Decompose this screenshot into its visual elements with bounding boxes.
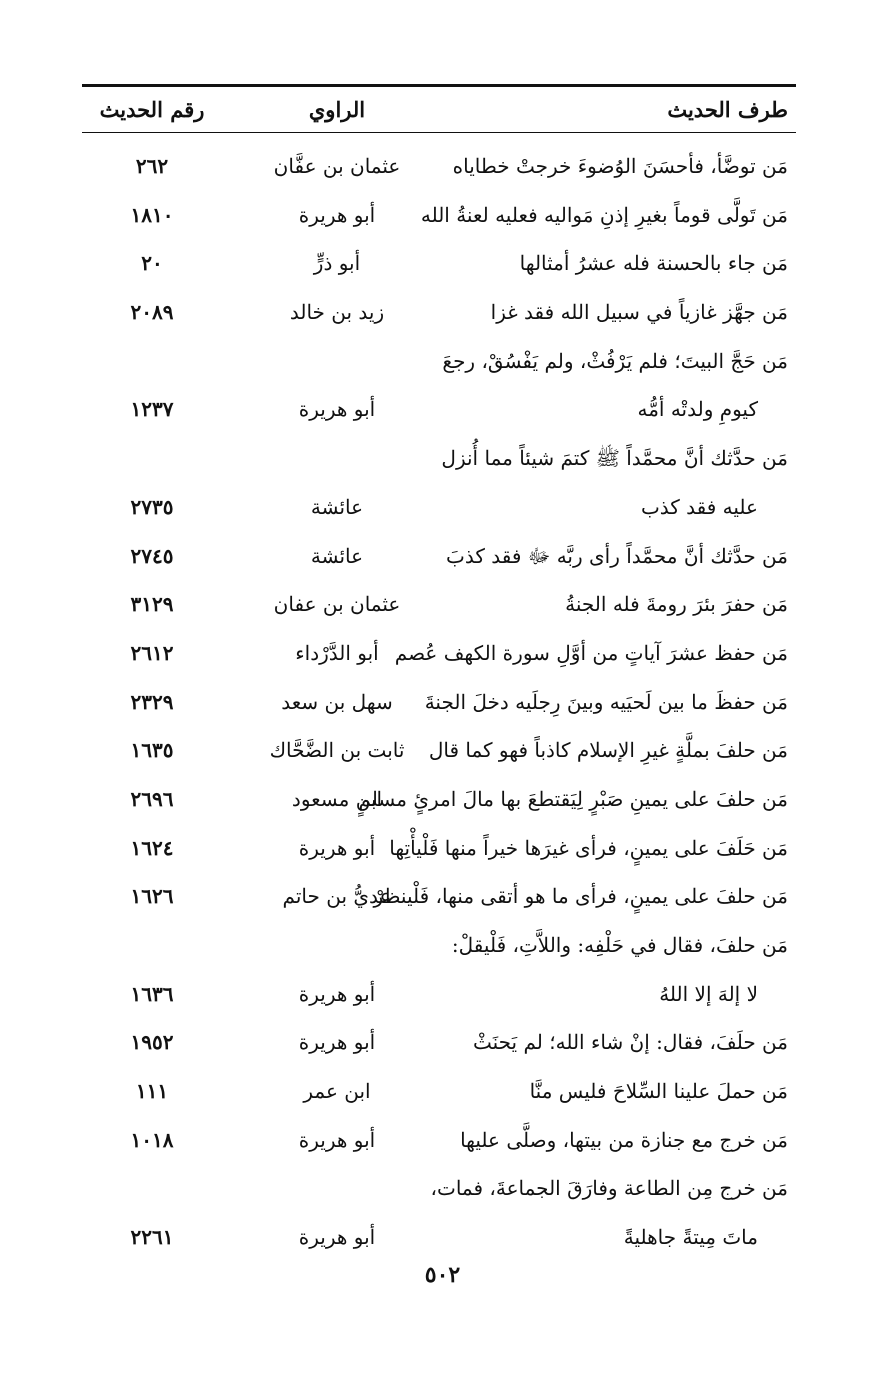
narrator: أبو ذرٍّ xyxy=(313,251,361,276)
narrator: عديُّ بن حاتم xyxy=(282,884,392,909)
narrator: أبو هريرة xyxy=(298,1225,376,1250)
hadith-text xyxy=(388,239,788,288)
table-row xyxy=(82,1018,796,1067)
table-row xyxy=(82,337,796,434)
hadith-number: ١٦٣٦ xyxy=(130,981,174,1006)
hadith-text-line: مَن حلفَ على يمينِ صَبْرٍ لِيَقتطعَ بها مالَ امرئٍ مسلمٍ xyxy=(358,786,788,811)
narrator: عائشة xyxy=(310,494,364,519)
hadith-text-line: مَن حفظ عشرَ آياتٍ من أوَّلِ سورة الكهف عُصم xyxy=(394,640,788,665)
narrator: ثابت بن الضَّحَّاك xyxy=(269,738,405,763)
hadith-text-line: مَن تَولَّى قوماً بغيرِ إذنِ مَواليه فعليه لعنةُ الله xyxy=(420,202,788,227)
header-rule xyxy=(82,132,796,133)
hadith-number: ٢٦١٢ xyxy=(130,640,174,665)
table-row xyxy=(82,1164,796,1261)
hadith-text-line: مَن حلَفَ، فقال: إنْ شاء الله؛ لم يَحنَثْ xyxy=(472,1030,788,1055)
header-hadith: طرف الحديث xyxy=(667,97,788,122)
narrator: ابن عمر xyxy=(303,1079,371,1104)
header-number: رقم الحديث xyxy=(99,97,205,122)
hadith-number: ١٨١٠ xyxy=(130,202,174,227)
top-rule xyxy=(82,84,796,87)
table-row xyxy=(82,434,796,531)
hadith-text-line: مَن حدَّثك أنَّ محمَّداً رأى ربَّه ﷻ فقد كذبَ xyxy=(446,543,788,568)
hadith-number: ١٠١٨ xyxy=(130,1127,174,1152)
hadith-text-line: مَن حدَّثك أنَّ محمَّداً ﷺ كتمَ شيئاً مما أُنزل xyxy=(441,446,788,471)
hadith-text xyxy=(388,191,788,240)
hadith-text xyxy=(388,532,788,581)
hadith-text xyxy=(388,288,788,337)
table-row xyxy=(82,872,796,921)
narrator: أبو هريرة xyxy=(298,835,376,860)
header-narrator: الراوي xyxy=(308,97,366,122)
hadith-text-line: مَن حفظَ ما بين لَحيَيه وبينَ رِجلَيه دخلَ الجنةَ xyxy=(424,689,788,714)
hadith-text-line: مَن حلفَ بملَّةٍ غيرِ الإسلام كاذباً فهو كما قال xyxy=(428,738,788,763)
hadith-text xyxy=(388,580,788,629)
hadith-text xyxy=(373,872,788,921)
hadith-text-line: مَن خرج مع جنازة من بيتها، وصلَّى عليها xyxy=(460,1127,788,1152)
table-row xyxy=(82,726,796,775)
hadith-text xyxy=(388,434,788,531)
narrator: عثمان بن عفَّان xyxy=(273,153,401,178)
hadith-text-line: عليه فقد كذب xyxy=(640,494,758,519)
hadith-number: ١١١ xyxy=(135,1079,169,1104)
hadith-number: ١٦٢٤ xyxy=(130,835,174,860)
hadith-text-line: مَن حلفَ على يمينٍ، فرأى ما هو أتقى منها، فَلْينظرْ xyxy=(373,884,788,909)
hadith-text-line: لا إلهَ إلا اللهُ xyxy=(659,981,758,1006)
hadith-number: ٢٠ xyxy=(141,251,163,276)
hadith-text-line: مَن خرج مِن الطاعة وفارَقَ الجماعةَ، فمات، xyxy=(430,1176,788,1201)
table-header xyxy=(82,90,796,130)
narrator: أبو هريرة xyxy=(298,397,376,422)
hadith-text xyxy=(388,1067,788,1116)
table-row xyxy=(82,288,796,337)
hadith-text xyxy=(388,629,788,678)
hadith-number: ١٩٥٢ xyxy=(130,1030,174,1055)
hadith-text-line: مَن حفرَ بئرَ رومةَ فله الجنةُ xyxy=(565,592,788,617)
hadith-number: ٢٦٢ xyxy=(135,153,169,178)
table-row xyxy=(82,239,796,288)
table-row xyxy=(82,824,796,873)
hadith-text xyxy=(388,1164,788,1261)
hadith-text xyxy=(358,775,788,824)
narrator: ابن مسعود xyxy=(291,786,383,811)
narrator: أبو هريرة xyxy=(298,202,376,227)
table-row xyxy=(82,921,796,1018)
table-body xyxy=(82,142,796,1262)
hadith-text-line: مَن جهَّز غازياً في سبيل الله فقد غزا xyxy=(490,300,788,325)
page-number: ٥٠٢ xyxy=(424,1262,461,1288)
narrator: أبو هريرة xyxy=(298,981,376,1006)
hadith-text-line: مَن حَلَفَ على يمينٍ، فرأى غيرَها خيراً منها فَلْيأْتِها xyxy=(389,835,788,860)
hadith-text xyxy=(388,1018,788,1067)
hadith-number: ١٢٣٧ xyxy=(130,397,174,422)
narrator: عائشة xyxy=(310,543,364,568)
hadith-text-line: كيومِ ولدتْه أمُّه xyxy=(637,397,758,422)
table-row xyxy=(82,1067,796,1116)
table-row xyxy=(82,775,796,824)
table-row xyxy=(82,678,796,727)
hadith-text xyxy=(388,337,788,434)
hadith-text xyxy=(388,824,788,873)
hadith-number: ٢٧٤٥ xyxy=(130,543,174,568)
table-row xyxy=(82,1116,796,1165)
narrator: أبو هريرة xyxy=(298,1030,376,1055)
narrator: أبو الدَّرْداء xyxy=(295,640,379,665)
hadith-number: ١٦٢٦ xyxy=(130,884,174,909)
hadith-text xyxy=(388,678,788,727)
hadith-number: ٢٦٩٦ xyxy=(130,786,174,811)
narrator: زيد بن خالد xyxy=(289,300,385,325)
hadith-text-line: مَن حلفَ، فقال في حَلْفِه: واللاَّتِ، فَلْيقلْ: xyxy=(451,933,788,958)
table-row xyxy=(82,142,796,191)
hadith-text-line: مَن توضَّأ، فأحسَنَ الوُضوءَ خرجتْ خطاياه xyxy=(452,154,788,178)
hadith-number: ١٦٣٥ xyxy=(130,738,174,763)
hadith-text-line: ماتَ مِيتةً جاهليةً xyxy=(623,1225,758,1250)
hadith-number: ٢٣٢٩ xyxy=(130,689,174,714)
narrator: سهل بن سعد xyxy=(281,689,393,714)
table-row xyxy=(82,629,796,678)
hadith-text xyxy=(388,142,788,191)
hadith-number: ٢٧٣٥ xyxy=(130,494,174,519)
narrator: أبو هريرة xyxy=(298,1127,376,1152)
hadith-text-line: مَن حملَ علينا السِّلاحَ فليس منَّا xyxy=(529,1079,788,1104)
hadith-text-line: مَن حَجَّ البيتَ؛ فلم يَرْفُثْ، ولم يَفْسُقْ، رجعَ xyxy=(442,348,788,373)
narrator: عثمان بن عفان xyxy=(273,592,401,617)
hadith-text-line: مَن جاء بالحسنة فله عشرُ أمثالها xyxy=(519,251,788,276)
hadith-number: ٣١٢٩ xyxy=(130,592,174,617)
hadith-number: ٢٢٦١ xyxy=(130,1225,174,1250)
table-row xyxy=(82,532,796,581)
hadith-number: ٢٠٨٩ xyxy=(130,300,174,325)
hadith-text xyxy=(388,921,788,1018)
table-row xyxy=(82,191,796,240)
hadith-text xyxy=(388,1116,788,1165)
hadith-text xyxy=(388,726,788,775)
table-row xyxy=(82,580,796,629)
